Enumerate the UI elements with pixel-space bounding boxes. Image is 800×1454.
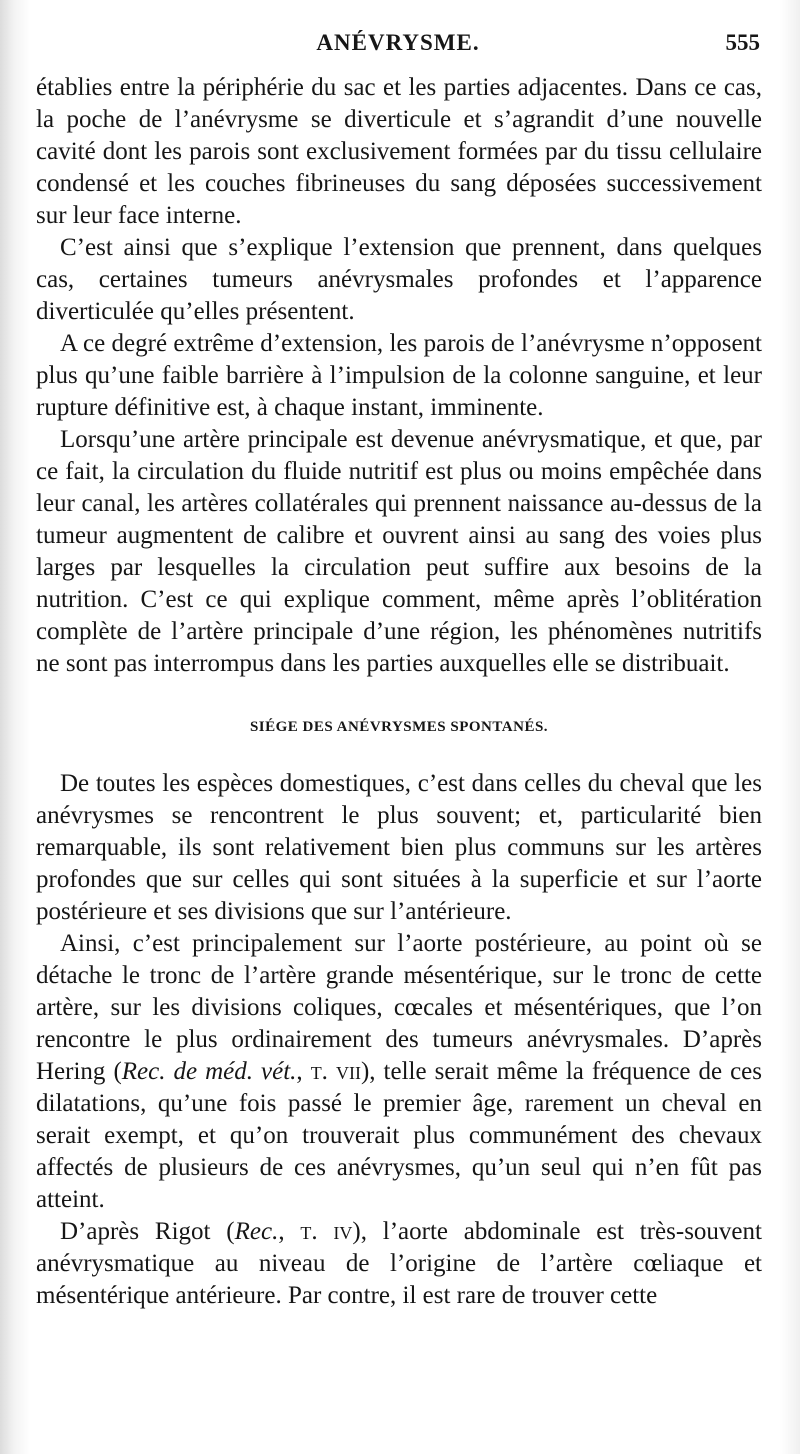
paragraph-text: ), telle serait même la fréquence de ces dilatations, qu’une fois passé le premier âge, rarement un cheval en serait exempt, et qu’on trouverait plus communément des chevaux affectés de plusieurs de ces anévrysmes, qu’un seul qui n’en fût pas atteint. [36,1058,763,1213]
paragraph [36,928,762,1216]
citation-volume: , t. iv [278,1218,353,1245]
paragraph-text: Ainsi, c’est principalement sur l’aorte postérieure, au point où se détache le tronc de l’artère grande mésentérique, sur le tronc de cette artère, sur les divisions coliques, cœcales et mésentériques, que l’on rencontre le plus ordinairement des tumeurs anévrysmales. D’après Hering ( [36,930,762,1085]
running-head [36,30,760,70]
citation-title: Rec. de méd. vét. [121,1058,297,1085]
body-text [36,72,762,1312]
paragraph: De toutes les espèces domestiques, c’est dans celles du cheval que les anévrysmes se rencontrent le plus souvent; et, particularité bien remarquable, ils sont relativement bien plus communs sur les artères profondes que sur celles qui sont situées à la superficie et sur l’aorte postérieure et ses divisions que sur l’antérieure. [36,770,762,925]
paragraph-text: ), l’aorte abdominale est très-souvent anévrysmatique au niveau de l’origine de l’artère cœliaque et mésentérique antérieure. Par contre, il est rare de trouver cette [36,1218,762,1309]
paragraph [36,1216,762,1312]
paragraph: C’est ainsi que s’explique l’extension que prennent, dans quelques cas, certaines tumeurs anévrysmales profondes et l’apparence diverticulée qu’elles présentent. [36,234,762,325]
citation-volume: , t. vii [296,1058,361,1085]
section-heading: SIÉGE DES ANÉVRYSMES SPONTANÉS. [249,719,549,735]
citation-title: Rec. [234,1218,279,1245]
paragraph: établies entre la périphérie du sac et les parties adjacentes. Dans ce cas, la poche de l’anévrysme se diverticule et s’agrandit d’une nouvelle cavité dont les parois sont exclusivement formées par du tissu cellulaire condensé et les couches fibrineuses du sang déposées successivement sur leur face interne. [36,74,762,229]
page-number: 555 [725,30,760,55]
running-title: ANÉVRYSME. [316,30,480,55]
paragraph-text: D’après Rigot ( [60,1218,235,1245]
paragraph: A ce degré extrême d’extension, les parois de l’anévrysme n’opposent plus qu’une faible barrière à l’impulsion de la colonne sanguine, et leur rupture définitive est, à chaque instant, imminente. [36,330,762,421]
paragraph: Lorsqu’une artère principale est devenue anévrysmatique, et que, par ce fait, la circulation du fluide nutritif est plus ou moins empêchée dans leur canal, les artères collatérales qui prennent naissance au-dessus de la tumeur augmentent de calibre et ouvrent ainsi au sang des voies plus larges par lesquelles la circulation peut suffire aux besoins de la nutrition. C’est ce qui explique comment, même après l’oblitération complète de l’artère principale d’une région, les phénomènes nutritifs ne sont pas interrompus dans les parties auxquelles elle se distribuait. [36,426,762,677]
